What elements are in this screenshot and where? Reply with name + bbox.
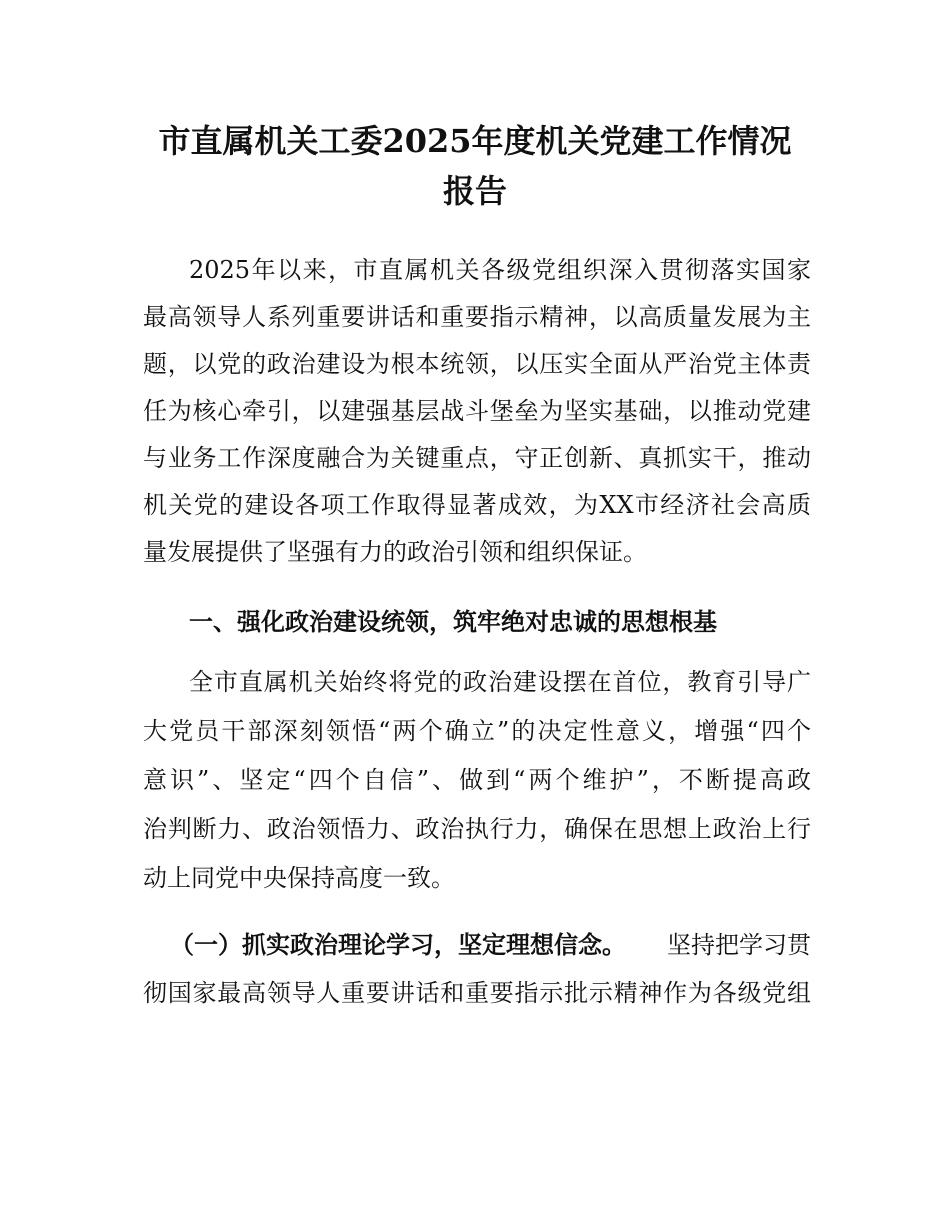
subsection-first-line: [170, 930, 811, 960]
subsection-text: 坚持把学习贯: [667, 931, 811, 959]
intro-paragraph-line: 任为核心牵引，以建强基层战斗堡垒为坚实基础，以推动党建: [143, 397, 811, 425]
intro-paragraph-line: 机关党的建设各项工作取得显著成效，为XX市经济社会高质: [143, 491, 811, 519]
intro-paragraph-line: 2025年以来，市直属机关各级党组织深入贯彻落实国家: [189, 256, 811, 284]
subsection-paragraph-line: 彻国家最高领导人重要讲话和重要指示批示精神作为各级党组: [143, 979, 811, 1007]
section-paragraph-line: 意识”、坚定“四个自信”、做到“两个维护”，不断提高政: [143, 766, 811, 794]
section-heading: 一、强化政治建设统领，筑牢绝对忠诚的思想根基: [189, 608, 717, 636]
section-paragraph-line: 大党员干部深刻领悟“两个确立”的决定性意义，增强“四个: [143, 717, 811, 745]
intro-paragraph-line: 最高领导人系列重要讲话和重要指示精神，以高质量发展为主: [143, 303, 811, 331]
section-paragraph-line: 全市直属机关始终将党的政治建设摆在首位，教育引导广: [189, 668, 811, 696]
section-paragraph-line: 动上同党中央保持高度一致。: [143, 864, 455, 892]
subsection-heading: （一）抓实政治理论学习，坚定理想信念。: [170, 931, 626, 959]
intro-paragraph-line: 量发展提供了坚强有力的政治引领和组织保证。: [143, 538, 647, 566]
intro-paragraph-line: 与业务工作深度融合为关键重点，守正创新、真抓实干，推动: [143, 444, 811, 472]
intro-paragraph-line: 题，以党的政治建设为根本统领，以压实全面从严治党主体责: [143, 350, 811, 378]
document-title: 市直属机关工委2025年度机关党建工作情况: [158, 122, 792, 160]
document-title-line2: 报告: [442, 172, 507, 210]
section-paragraph-line: 治判断力、政治领悟力、政治执行力，确保在思想上政治上行: [143, 815, 811, 843]
